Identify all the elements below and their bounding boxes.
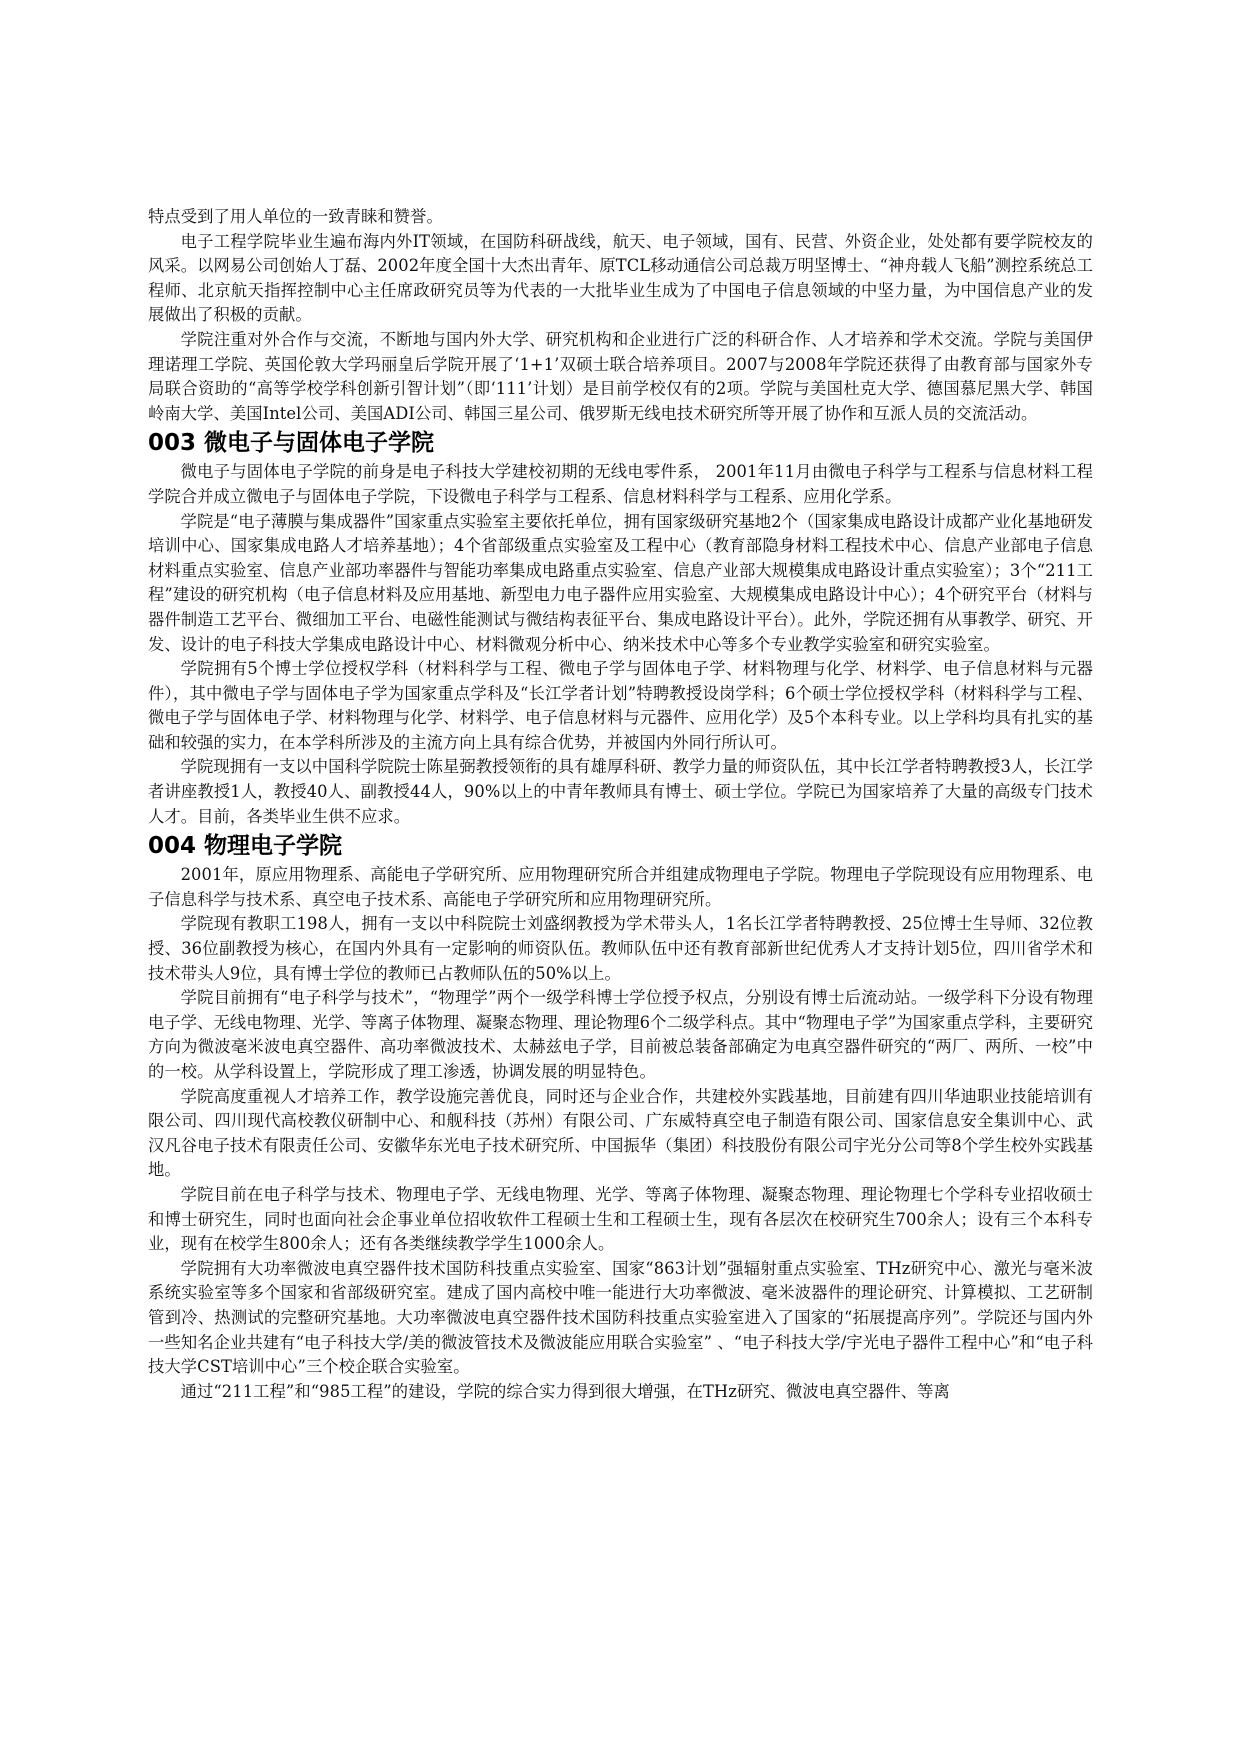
paragraph: 2001年，原应用物理系、高能电子学研究所、应用物理研究所合并组建成物理电子学院。物理电子学院现设有应用物理系、电子信息科学与技术系、真空电子技术系、高能电子学研究所和应用物理研究所。 (148, 865, 1093, 909)
paragraph: 通过“211工程”和“985工程”的建设，学院的综合实力得到很大增强，在THz研究、微波电真空器件、等离 (180, 1381, 950, 1401)
paragraph: 特点受到了用人单位的一致青睐和赞誉。 (148, 207, 443, 226)
paragraph: 学院目前拥有“电子科学与技术”，“物理学”两个一级学科博士学位授予权点，分别设有博士后流动站。一级学科下分设有物理电子学、无线电物理、光学、等离子体物理、凝聚态物理、理论物理6个二级学科点。其中“物理电子学”为国家重点学科，主要研究方向为微波毫米波电真空器件、高功率微波技术、太赫兹电子学，目前被总装备部确定为电真空器件研究的“两厂、两所、一校”中的一校。从学科设置上，学院形成了理工渗透，协调发展的明显特色。 (148, 988, 1093, 1081)
section-heading: 003 微电子与固体电子学院 (148, 430, 435, 457)
paragraph: 学院是“电子薄膜与集成器件”国家重点实验室主要依托单位，拥有国家级研究基地2个（国家集成电路设计成都产业化基地研发培训中心、国家集成电路人才培养基地）；4个省部级重点实验室及工程中心（教育部隐身材料工程技术中心、信息产业部电子信息材料重点实验室、信息产业部功率器件与智能功率集成电路重点实验室、信息产业部大规模集成电路设计重点实验室）；3个“211工程”建设的研究机构（电子信息材料及应用基地、新型电力电子器件应用实验室、大规模集成电路设计中心）；4个研究平台（材料与器件制造工艺平台、微细加工平台、电磁性能测试与微结构表征平台、集成电路设计平台）。此外，学院还拥有从事教学、研究、开发、设计的电子科技大学集成电路设计中心、材料微观分析中心、纳米技术中心等多个专业教学实验室和研究实验室。 (148, 511, 1093, 654)
paragraph: 学院现拥有一支以中国科学院院士陈星弼教授领衔的具有雄厚科研、教学力量的师资队伍，其中长江学者特聘教授3人，长江学者讲座教授1人，教授40人、副教授44人，90%以上的中青年教师具有博士、硕士学位。学院已为国家培养了大量的高级专门技术人才。目前，各类毕业生供不应求。 (148, 757, 1093, 826)
paragraph: 学院高度重视人才培养工作，教学设施完善优良，同时还与企业合作，共建校外实践基地，目前建有四川华迪职业技能培训有限公司、四川现代高校教仪研制中心、和舰科技（苏州）有限公司、广东威特真空电子制造有限公司、国家信息安全集训中心、武汉凡谷电子技术有限责任公司、安徽华东光电子技术研究所、中国振华（集团）科技股份有限公司宇光分公司等8个学生校外实践基地。 (148, 1086, 1093, 1180)
section-heading: 004 物理电子学院 (148, 833, 343, 860)
paragraph: 学院目前在电子科学与技术、物理电子学、无线电物理、光学、等离子体物理、凝聚态物理、理论物理七个学科专业招收硕士和博士研究生，同时也面向社会企事业单位招收软件工程硕士生和工程硕士生，现有各层次在校研究生700余人；设有三个本科专业，现有在校学生800余人；还有各类继续教学学生1000余人。 (148, 1184, 1093, 1254)
paragraph: 学院拥有大功率微波电真空器件技术国防科技重点实验室、国家“863计划”强辐射重点实验室、THz研究中心、激光与毫米波系统实验室等多个国家和省部级研究室。建成了国内高校中唯一能进行大功率微波、毫米波器件的理论研究、计算模拟、工艺研制管到冷、热测试的完整研究基地。大功率微波电真空器件技术国防科技重点实验室进入了国家的“拓展提高序列”。学院还与国内外一些知名企业共建有“电子科技大学/美的微波管技术及微波能应用联合实验室” 、“电子科技大学/宇光电子器件工程中心”和“电子科技大学CST培训中心”三个校企联合实验室。 (148, 1258, 1093, 1377)
paragraph: 学院拥有5个博士学位授权学科（材料科学与工程、微电子学与固体电子学、材料物理与化学、材料学、电子信息材料与元器件），其中微电子学与固体电子学为国家重点学科及“长江学者计划”特聘教授设岗学科；6个硕士学位授权学科（材料科学与工程、微电子学与固体电子学、材料物理与化学、材料学、电子信息材料与元器件、应用化学）及5个本科专业。以上学科均具有扎实的基础和较强的实力，在本学科所涉及的主流方向上具有综合优势，并被国内外同行所认可。 (148, 659, 1093, 752)
paragraph: 微电子与固体电子学院的前身是电子科技大学建校初期的无线电零件系， 2001年11月由微电子科学与工程系与信息材料工程学院合并成立微电子与固体电子学院，下设微电子科学与工程系、信息材料科学与工程系、应用化学系。 (148, 462, 1093, 506)
paragraph: 学院注重对外合作与交流，不断地与国内外大学、研究机构和企业进行广泛的科研合作、人才培养和学术交流。学院与美国伊理诺理工学院、英国伦敦大学玛丽皇后学院开展了‘1+1’双硕士联合培养项目。2007与2008年学院还获得了由教育部与国家外专局联合资助的“高等学校学科创新引智计划”（即‘111’计划）是目前学校仅有的2项。学院与美国杜克大学、德国慕尼黑大学、韩国岭南大学、美国Intel公司、美国ADI公司、韩国三星公司、俄罗斯无线电技术研究所等开展了协作和互派人员的交流活动。 (148, 329, 1093, 423)
paragraph: 电子工程学院毕业生遍布海内外IT领域，在国防科研战线，航天、电子领域，国有、民营、外资企业，处处都有要学院校友的风采。以网易公司创始人丁磊、2002年度全国十大杰出青年、原TCL移动通信公司总裁万明坚博士、“神舟载人飞船”测控系统总工程师、北京航天指挥控制中心主任席政研究员等为代表的一大批毕业生成为了中国电子信息领域的中坚力量，为中国信息产业的发展做出了积极的贡献。 (148, 231, 1093, 325)
document-page (148, 205, 1093, 1404)
paragraph: 学院现有教职工198人，拥有一支以中科院院士刘盛纲教授为学术带头人，1名长江学者特聘教授、25位博士生导师、32位教授、36位副教授为核心，在国内外具有一定影响的师资队伍。教师队伍中还有教育部新世纪优秀人才支持计划5位，四川省学术和技术带头人9位，具有博士学位的教师已占教师队伍的50%以上。 (148, 914, 1093, 983)
